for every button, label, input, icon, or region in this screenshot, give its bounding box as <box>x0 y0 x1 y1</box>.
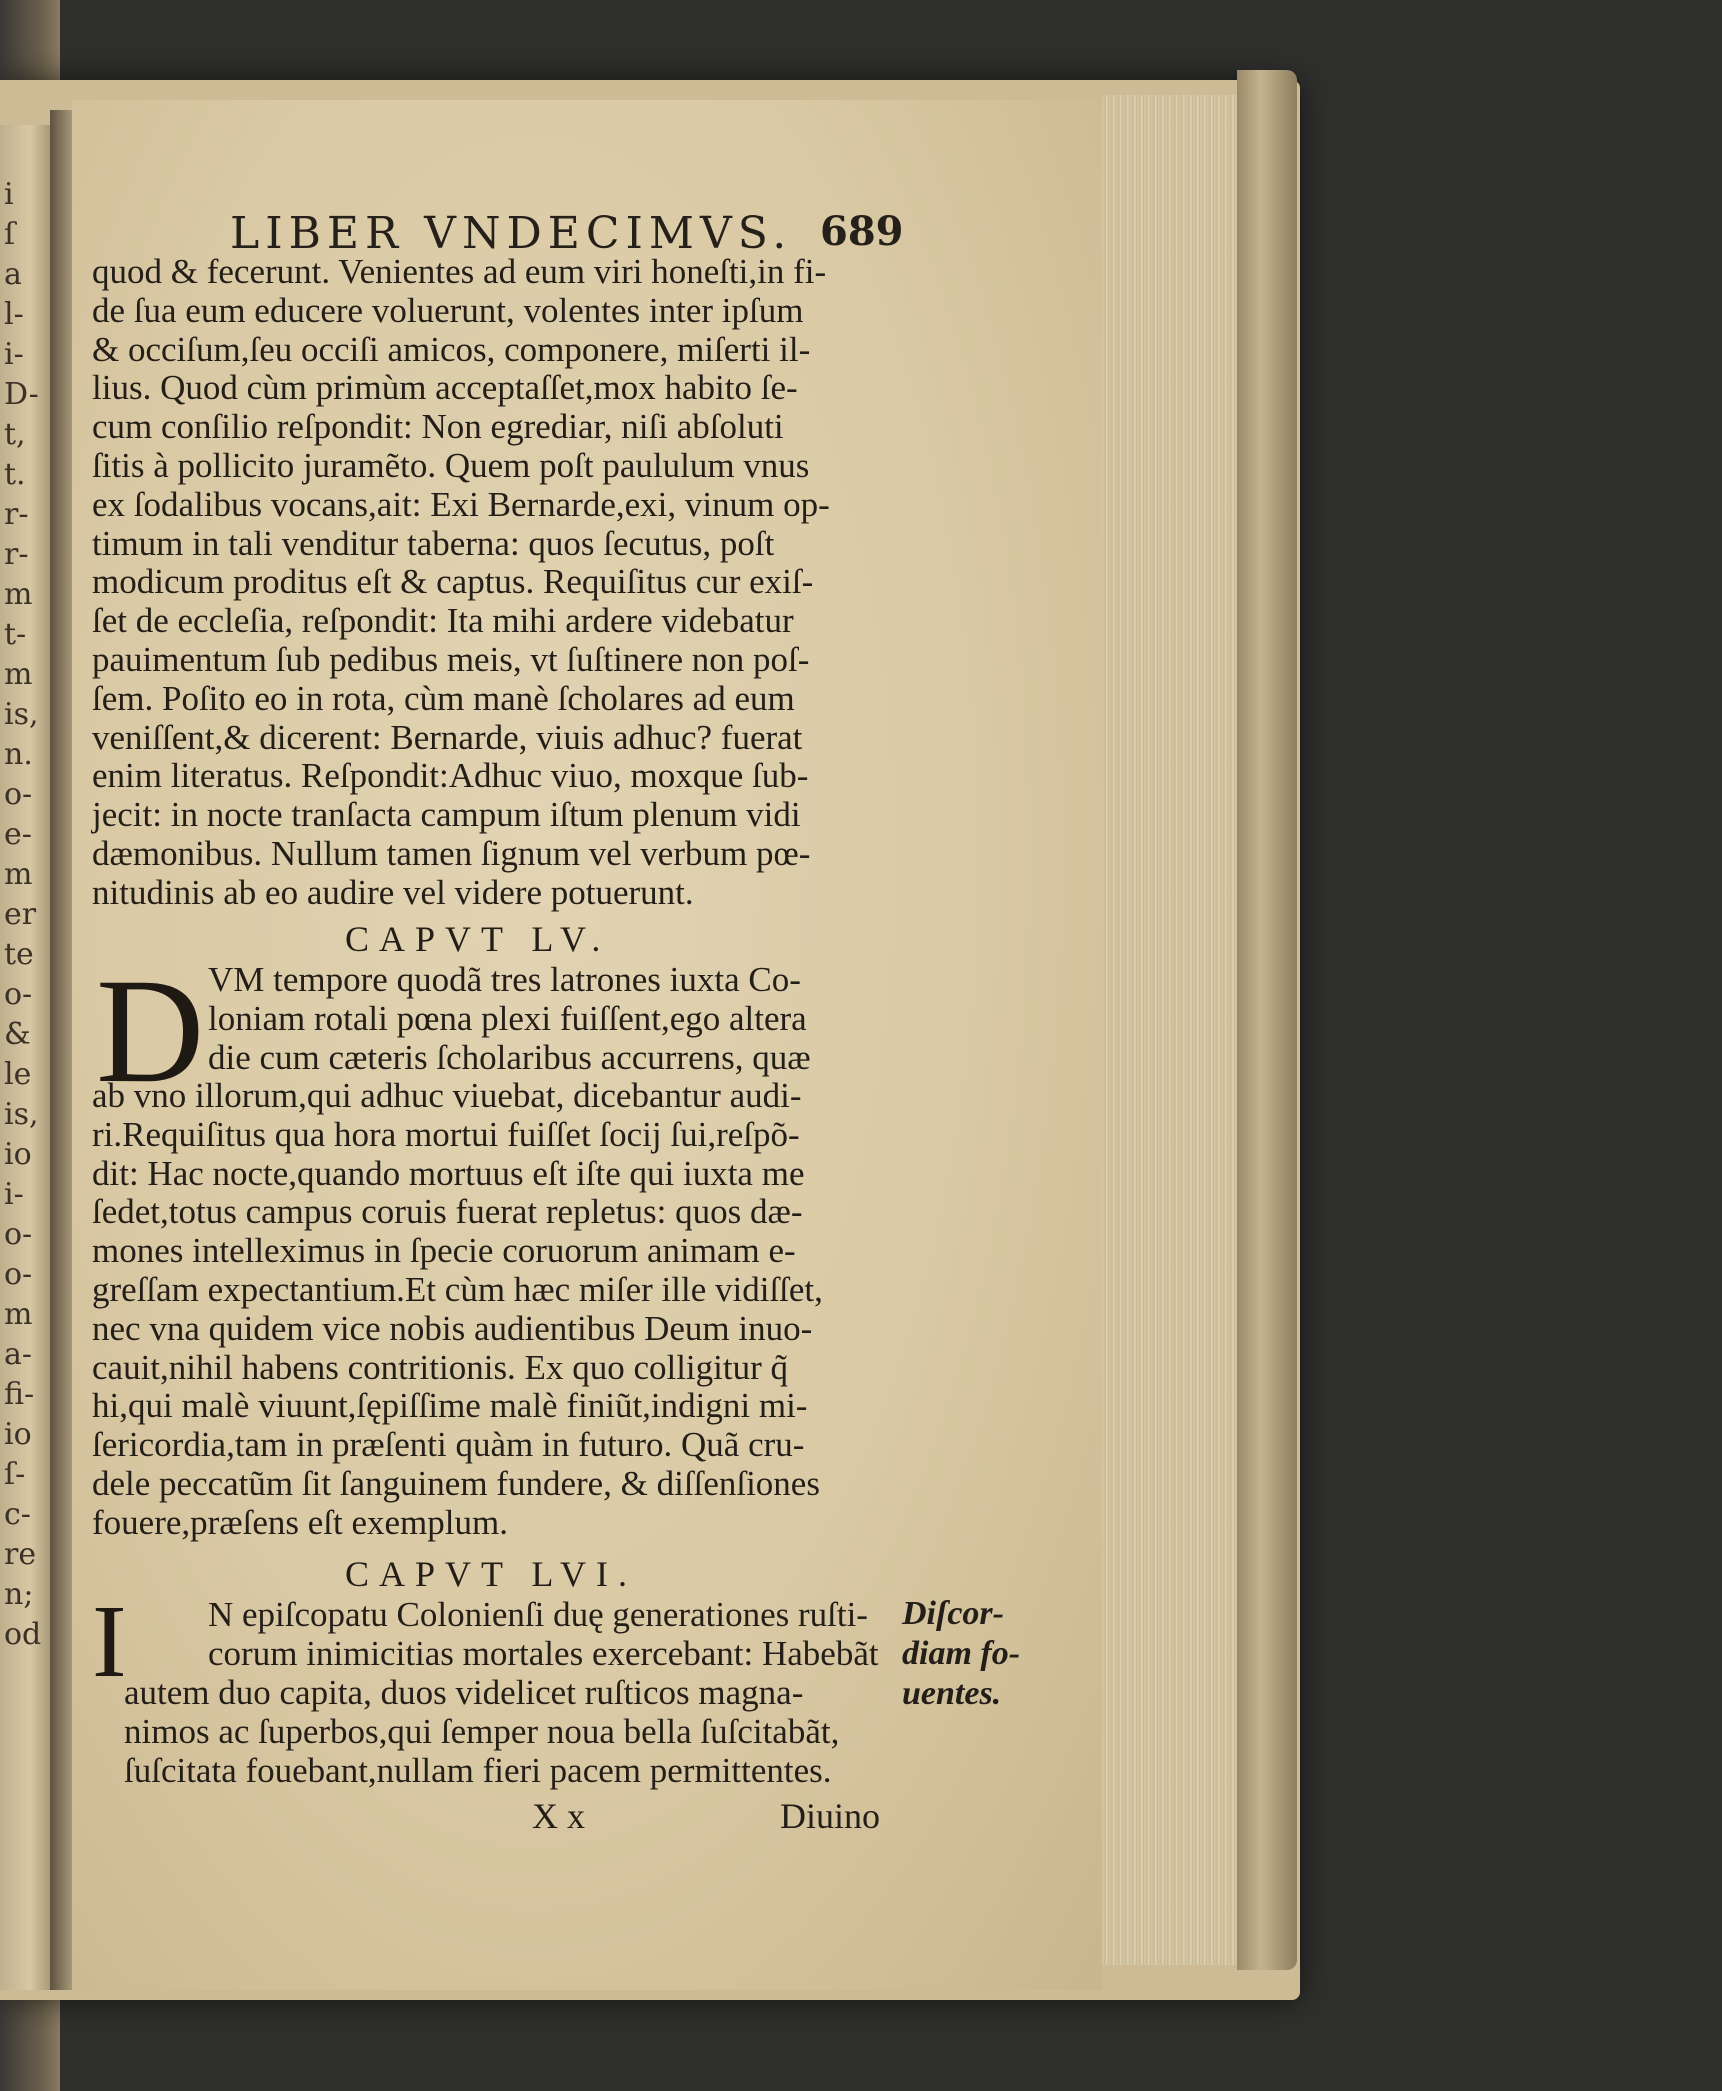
left-page-fragment: o- <box>4 977 33 1012</box>
left-page-fragment: i- <box>4 337 24 372</box>
left-page-fragment: io <box>4 1137 32 1172</box>
text-line-15: jecit: in nocte tranſacta campum iſtum plenum vidi <box>92 795 801 835</box>
ch55-dropcap-line-1: VM tempore quodã tres latrones iuxta Co- <box>208 960 801 999</box>
left-page-fragment: m <box>4 1297 33 1332</box>
left-page-fragment: od <box>4 1617 42 1652</box>
signature-mark: X x <box>532 1796 585 1836</box>
book-gutter <box>50 110 72 1990</box>
left-page-fragment: re <box>4 1537 37 1572</box>
text-line-6: ſitis à pollicito juramẽto. Quem poſt paululum vnus <box>92 446 810 485</box>
text-line-3: & occiſum,ſeu occiſi amicos, componere, miſerti il- <box>92 329 811 369</box>
left-page-fragment: ſ <box>4 217 16 252</box>
left-page-fragment: r- <box>4 537 29 572</box>
ch56-line-1: autem duo capita, duos videlicet ruſticos magna- <box>124 1673 804 1712</box>
text-line-16: dæmonibus. Nullum tamen ſignum vel verbum pœ- <box>92 834 811 873</box>
text-line-9: modicum proditus eſt & captus. Requiſitus cur exiſ- <box>92 562 814 602</box>
text-line-17: nitudinis ab eo audire vel videre potuerunt. <box>92 872 694 912</box>
text-line-8: timum in tali venditur taberna: quos ſecutus, poſt <box>92 523 775 563</box>
left-page-edge <box>0 125 50 1990</box>
left-page-fragment: is, <box>4 697 39 732</box>
ch56-dropcap-line-2: corum inimicitias mortales exercebant: Habebãt <box>208 1633 879 1673</box>
left-page-fragment: e- <box>4 817 32 852</box>
left-page-fragment: le <box>4 1057 32 1092</box>
ch55-dropcap-line-3: die cum cæteris ſcholaribus accurrens, quæ <box>208 1037 811 1077</box>
ch55-line-11: dele peccatũm ſit ſanguinem fundere, & diſſenſiones <box>92 1464 820 1503</box>
chapter-heading-55: CAPVT LV. <box>345 919 611 959</box>
text-line-1: quod & fecerunt. Venientes ad eum viri honeſti,in fi- <box>92 252 827 291</box>
left-page-fragment: o- <box>4 777 33 812</box>
marginal-note-line-1: Diſcor- <box>902 1595 1004 1632</box>
left-page-fragment: n; <box>4 1577 34 1612</box>
ch55-line-7: nec vna quidem vice nobis audientibus Deum inuo- <box>92 1308 813 1348</box>
ch55-line-1: ab vno illorum,qui adhuc viuebat, dicebantur audi- <box>92 1076 802 1115</box>
left-page-fragment: m <box>4 657 33 692</box>
text-line-10: ſet de eccleſia, reſpondit: Ita mihi ardere videbatur <box>92 601 794 641</box>
left-page-fragment: t. <box>4 457 26 492</box>
marginal-note-line-2: diam fo- <box>902 1635 1021 1672</box>
cover-edge <box>1237 70 1297 1970</box>
ch55-line-10: ſericordia,tam in præſenti quàm in futuro. Quã cru- <box>92 1425 805 1465</box>
chapter-heading-56: CAPVT LVI. <box>345 1554 638 1594</box>
ch55-line-12: fouere,præſens eſt exemplum. <box>92 1502 508 1542</box>
text-line-4: lius. Quod cùm primùm acceptaſſet,mox habito ſe- <box>92 368 798 408</box>
left-page-fragment: c- <box>4 1497 31 1532</box>
left-page-fragment: i <box>4 177 14 212</box>
left-page-fragment: fi- <box>4 1377 35 1412</box>
left-page-fragment: r- <box>4 497 29 532</box>
ch55-line-4: ſedet,totus campus coruis fuerat repletus: quos dæ- <box>92 1192 803 1232</box>
left-page-fragment: io <box>4 1417 32 1452</box>
dropcap-d: D <box>96 948 205 1114</box>
ch55-line-9: hi,qui malè viuunt,ſępiſſime malè finiũt,indigni mi- <box>92 1386 808 1426</box>
text-line-7: ex ſodalibus vocans,ait: Exi Bernarde,exi, vinum op- <box>92 484 830 524</box>
left-page-fragment: & <box>4 1017 31 1052</box>
left-page-fragment: l- <box>4 297 24 332</box>
left-page-fragment: o- <box>4 1257 33 1292</box>
marginal-note-line-3: uentes. <box>902 1675 1002 1712</box>
left-page-fragment: a <box>4 257 22 292</box>
text-line-12: ſem. Poſito eo in rota, cùm manè ſcholares ad eum <box>92 678 795 718</box>
catchword: Diuino <box>780 1796 881 1836</box>
text-line-5: cum conſilio reſpondit: Non egrediar, niſi abſoluti <box>92 407 784 447</box>
left-page-fragment: ſ- <box>4 1457 26 1492</box>
left-page-fragment: a- <box>4 1337 33 1372</box>
left-page-fragment: er <box>4 897 37 932</box>
ch56-line-3: ſuſcitata fouebant,nullam fieri pacem permittentes. <box>124 1750 832 1790</box>
ch55-line-8: cauit,nihil habens contritionis. Ex quo colligitur q̃ <box>92 1347 789 1387</box>
text-line-14: enim literatus. Reſpondit:Adhuc viuo, moxque ſub- <box>92 756 809 796</box>
page-edges <box>1102 95 1243 1965</box>
left-page-fragment: t- <box>4 617 27 652</box>
text-line-2: de ſua eum educere voluerunt, volentes inter ipſum <box>92 290 804 330</box>
ch55-dropcap-line-2: loniam rotali pœna plexi fuiſſent,ego altera <box>208 998 807 1038</box>
text-line-13: veniſſent,& dicerent: Bernarde, viuis adhuc? fuerat <box>92 717 803 757</box>
ch55-line-3: dit: Hac nocte,quando mortuus eſt iſte qui iuxta me <box>92 1153 805 1193</box>
running-head: LIBER VNDECIMVS. <box>230 208 793 259</box>
ch55-line-5: mones intelleximus in ſpecie coruorum animam e- <box>92 1231 796 1271</box>
left-page-fragment: is, <box>4 1097 39 1132</box>
ch56-line-2: nimos ac ſuperbos,qui ſemper noua bella ſuſcitabãt, <box>124 1711 840 1751</box>
left-page-fragment: D- <box>4 377 39 412</box>
ch55-line-6: greſſam expectantium.Et cùm hæc miſer ille vidiſſet, <box>92 1270 823 1309</box>
left-page-fragment: i- <box>4 1177 24 1212</box>
page-number: 689 <box>820 208 904 255</box>
dropcap-i: I <box>92 1584 127 1699</box>
text-line-11: pauimentum ſub pedibus meis, vt ſuſtinere non poſ- <box>92 640 810 679</box>
left-page-fragment: te <box>4 937 34 972</box>
left-page-fragment: m <box>4 577 33 612</box>
ch55-line-2: ri.Requiſitus qua hora mortui fuiſſet ſocij ſui,reſpõ- <box>92 1114 800 1154</box>
left-page-fragment: t, <box>4 417 26 452</box>
left-page-fragment: m <box>4 857 33 892</box>
left-page-fragment: n. <box>4 737 33 772</box>
left-page-fragment: o- <box>4 1217 33 1252</box>
ch56-dropcap-line-1: N epiſcopatu Colonienſi duę generationes ruſti- <box>208 1595 868 1634</box>
